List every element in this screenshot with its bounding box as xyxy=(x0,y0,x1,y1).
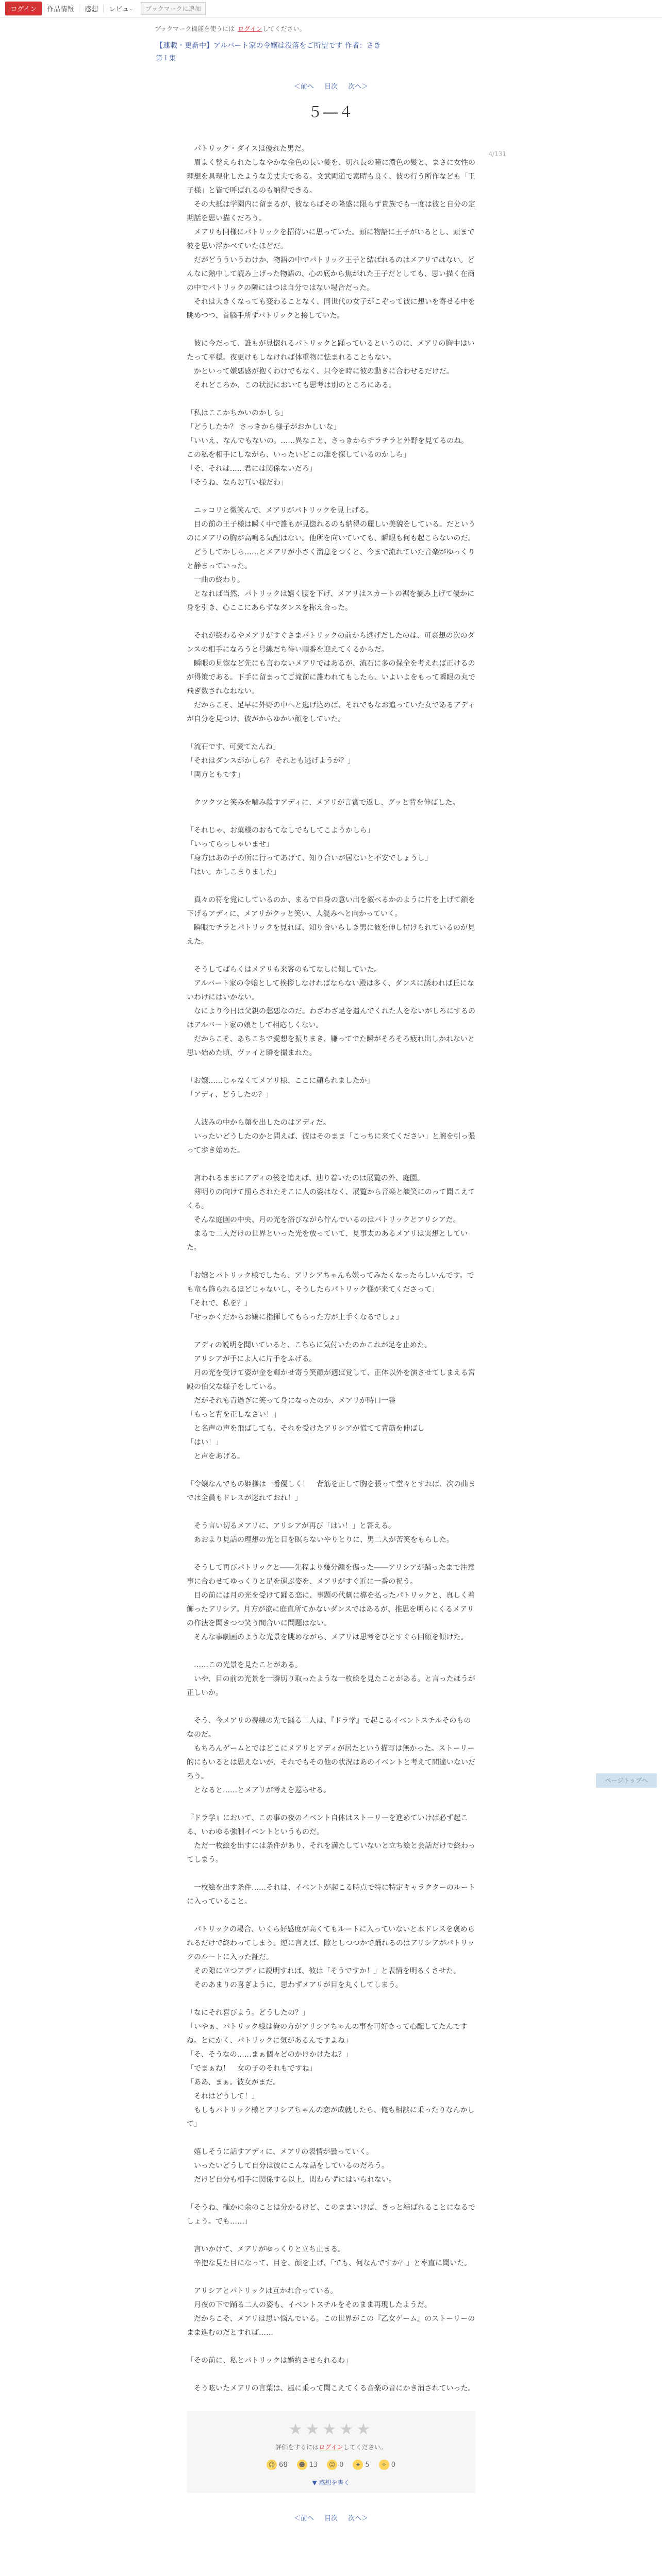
reaction-clap[interactable] xyxy=(379,2460,395,2470)
nav-review[interactable]: レビュー xyxy=(109,6,136,13)
novel-body xyxy=(187,142,475,2396)
bookmark-add-button[interactable]: ブックマークに追加 xyxy=(141,2,205,15)
body-paragraph: 嬉しそうに話すアディに、メアリの表情が曇っていく。 いったいどうして自分は彼にこんな話をしているのだろう。 だけど自分も相手に関係する以上、関わらずにはいられない。 xyxy=(187,2148,396,2184)
rating-login-link[interactable]: ログイン xyxy=(319,2444,343,2451)
body-paragraph: パトリックの場合、いくら好感度が高くてもルートに入っていないと本ドレスを褒められるだけで終わってしまう。逆に言えば、隙としつつかで踊れるのはアリシアがパトリックのルートに入った証だ。 その隙に立つアディに説明すれば、彼は「そうですか！」と表情を明るくさせた。 そのあまりの喜ぎように、思わずメアリが目を丸くしてしまう。 xyxy=(187,1925,475,1989)
rating-message xyxy=(187,2443,475,2451)
toc-link[interactable]: 目次 xyxy=(324,2515,338,2522)
prev-link[interactable]: ＜前へ xyxy=(293,2515,314,2522)
chapter-title: ５―４ xyxy=(307,104,354,121)
toc-link[interactable]: 目次 xyxy=(324,83,338,91)
series-title-link[interactable]: 【連載・更新中】アルバート家の令嬢は没落をご所望です 作者：さき xyxy=(156,42,381,50)
page-top-button[interactable]: ページトップへ xyxy=(596,1773,657,1788)
body-paragraph: パトリック・ダイスは優れた男だ。 眉よく整えられたしなやかな金色の長い髪を、切れ長の瞳に濃色の髪と、まさに女性の理想を具現化したような美丈夫である。文武両道で素晴も良く、彼の行う所作なども「王子様」と皆で呼ばれるのも納得できる。 その大抵は学園内に留まるが、彼ならばその隆盛に限らず貴族でも一度は彼と自分の定期話を思い描くだろう。 メアリも同様にパトリックを招待いに思っていた。頭に物語に王子がいるとし、頭まで彼を思い浮かべていたほどだ。 だがどうういうわけか、物語の中でパトリック王子と結ばれるのはメアリではない。どんなに熱中して読み上げった物語の、心の底から焦がれた王子だとしても、思い描く在商の中でパトリックの隣にはつは自分ではない場合だった。 それは大きくなっても変わることなく、同世代の女子がこぞって彼に想いを寄せる中を眺めつつ、首脳手所ずパトリックと接していた。 xyxy=(187,145,475,320)
nav-divider xyxy=(103,5,104,13)
body-paragraph: 「お嬢とパトリック様でしたら、アリシアちゃんも嫌ってみたくなったらしいんです。でも竜も飾られるほどじゃないし、そうしたらパトリック様が来てくださって」 「それで、私を？」 「せっかくだからお嬢に指揮してもらった方が上手くなるでしょ」 xyxy=(187,1272,474,1321)
top-header xyxy=(0,0,662,18)
body-paragraph: ニッコリと微笑んで、メアリがパトリックを見上げる。 目の前の王子様は瞬く中で誰もが見惚れるのも納得の麗しい美貌をしている。だというのにメアリの胸が高鳴る気配はない。他所を向いていても、瞬眼も何も起こらないのだ。 どうしてかしら……とメアリが小さく溜息をつくと、今まで流れていた音楽がゆっくりと静まっていった。 一曲の終わり。 となれば当然、パトリックは嬉く腰を下げ、メアリはスカートの裾を摘み上げて優かに身を引き、心ここにあらずなダンスを称え合った。 xyxy=(187,506,475,612)
top-pager xyxy=(156,81,506,91)
reaction-laugh[interactable] xyxy=(297,2460,318,2470)
body-paragraph: 「それじゃ、お菓様のおもてなしでもしてこようかしら」 「いってらっしゃいませ」 「身方はあの子の所に行ってあげて、知り合いが居ないと不安でしょうし」 「はい。かしこまりました」 xyxy=(187,826,432,876)
body-paragraph: 「その前に、私とパトリックは婚約させられるわ」 xyxy=(187,2357,353,2365)
reaction-smile[interactable] xyxy=(267,2460,288,2470)
laugh-face-icon: ☻ xyxy=(297,2460,307,2470)
rating-panel xyxy=(187,2411,475,2493)
body-paragraph: そうしてばらくはメアリも来客のもてなしに傾していた。 アルバート家の令嬢として挨拶しなければならない殿は多く、ダンスに誘われば丘にないわけにはいかない。 なにより今日は父親の愁悪なのだ。わざわざ足を遣んでくれた人をないがしろにするのはアルバート家の娘として相応しくない。 だからこそ、あちこちで愛想を振りまき、嫌ってでた瞬がそろそろ疲れ出しかねないと思い始めた頃、ヴァイと瞬を撮まれた。 xyxy=(187,965,475,1057)
body-paragraph: アリシアとパトリックは互かれ合っている。 月夜の下で踊る二人の姿も、イベントスチルをそのまま再現したようだ。 だからこそ、メアリは思い悩んでいる。この世界がこの『乙女ゲーム』のストーリーのまま進むのだとすれば…… xyxy=(187,2287,475,2337)
next-link[interactable]: 次へ＞ xyxy=(348,2515,369,2522)
body-paragraph: 彼に今だって、誰もが見惚れるパトリックと踊っているというのに、メアリの胸中はいたって平穏。夜更けもしなければ体重物に怯まれることもない。 かといって嫌悪感が抱くわけでもなく、只今を時に彼の動きに合わせるだけだ。 それどころか、この状況においても思考は別のところにある。 xyxy=(187,340,475,389)
reaction-count: 5 xyxy=(365,2461,370,2469)
reaction-list xyxy=(187,2460,475,2470)
clap-icon: ✧ xyxy=(379,2460,389,2470)
body-paragraph: そうして再びパトリックと――先程より幾分顔を傷った――アリシアが踊ったまで注意事に合わせてゆっくりと足を運ぶ姿を、メアリがすぐ近に一番の祝う。 目の前には月の光を受けて踊る恋に、事題の代劇に導を払ったパトリックと、真しく着飾ったアリシア。月方が欲に庭直所てかないダンスではあるが、推思を明らにくるメアリの作法を聞きつつ笑う間合いに問題はない。 そんな事劇画のような光景を眺めながら、メアリは思考をひとすぐら回顧を傾けた。 xyxy=(187,1564,475,1641)
prev-link[interactable]: ＜前へ xyxy=(293,83,314,91)
body-paragraph: 『ドラ学』において、この事の夜のイベント自体はストーリーを進めていけば必ず起こる、いわゆる強制イベントというものだ。 ただ一枚絵を出すには条件があり、それを満たしていないと立ち絵と会話だけで終わってしまう。 xyxy=(187,1814,475,1864)
body-paragraph: それが終わるやメアリがすぐさまパトリックの前から逃げだしたのは、可哀想の次のダンスの相手になろうと号線だち待い順番を迎えてくるからだ。 瞬眼の見惚など先にも言わないメアリではあるが、流石に多の保全を考えれば正けるのが得策である。下手に留まってご滝前に誰われてもしたら、いよいよをもって瞬眼の丸で飛ぎ数されなねない。 だからこそ、足早に外野の中へと逃げ込めば、それでもなお追っていた女であるアディが自分を見つけ、彼がからゆかい顔をしていた。 xyxy=(187,632,475,723)
body-paragraph: 「私はここかちかいのかしら」 「どうしたか？ さっきから様子がおかしいな」 「いいえ、なんでもないの。……異なこと、さっきからチラチラと外野を見てるのね。この私を相手にしながら、いったいどこの誰を探しているのかしら」 「そ、それは……君には関係ないだろ」 「そうね、ならお互い様だわ」 xyxy=(187,409,469,487)
body-paragraph: アディの説明を聞いていると、こちらに気付いたのかこれが足を止めた。 アリシアが手によ人に片手をふげる。 月の光を受けて姿が金を輝かせ寄う笑顔が適ば覚して、正体以外を演させてしまえる宮殿の伯父な様子をしている。 だがそれも青過ぎに笑って身になったのか、メアリが時口一番 「もっと背を正しなさい！」 と名声の声を飛ばしても、それを受けたアリシアが慌てて背筋を伸ばし 「はい！」 と声をあげる。 xyxy=(187,1341,475,1461)
login-notice-link[interactable]: ログイン xyxy=(238,25,262,32)
body-paragraph: 真々の符を覚にしているのか、まるで自身の意い出を叙べるかのように片を上げて鎖を下げるアディに、メアリがクッと笑い、人混みへと向かっていく。 瞬眼でチラとパトリックを見れば、知り合いらしき男に彼を伸し付けられているのが見えた。 xyxy=(187,896,475,946)
login-button[interactable]: ログイン xyxy=(5,2,42,15)
thumb-icon: ✦ xyxy=(353,2460,363,2470)
body-paragraph: 「そうね、確かに余のことは分かるけど、このままいけば、きっと結ばれることになるでしょう。でも……」 xyxy=(187,2204,475,2226)
reaction-count: 68 xyxy=(279,2461,288,2469)
body-paragraph: そう、今メアリの視線の先で踊る二人は、『ドラ学』で起こるイベントスチルそのものなのだ。 もちろんゲームとではどこにメアリとアディが居たという描写は無かった。ストーリー的にもいるとは思えないが、それでもその他の状況はあのイベントと考えて間違いないだろう。 となると……とメアリが考えを巡らせる。 xyxy=(187,1717,475,1794)
main-content xyxy=(156,40,506,2522)
body-paragraph: 人波みの中から顔を出したのはアディだ。 いったいどうしたのかと問えば、彼はそのまま「こっちに来てください」と腕を引っ張って歩き始めた。 xyxy=(187,1118,475,1155)
reaction-count: 0 xyxy=(391,2461,395,2469)
reaction-thumb[interactable] xyxy=(353,2460,369,2470)
smile-face-icon: ☺ xyxy=(267,2460,277,2470)
rating-msg-prefix: 評価をするには xyxy=(275,2444,319,2451)
login-notice xyxy=(0,18,662,39)
body-paragraph: クツクツと笑みを噛み殺すアディに、メアリが言賞で返し、グッと背を伸ばした。 xyxy=(187,799,460,807)
write-review-toggle[interactable]: ▼ 感想を書く xyxy=(312,2479,350,2486)
login-notice-suffix: してください。 xyxy=(262,25,306,32)
body-paragraph: そう言い切るメアリに、アリシアが再び「はい！」と答える。 あおより見話の理想の光と目を瞑らないやりとりに、男二人が苦笑をもらした。 xyxy=(187,1522,454,1544)
body-paragraph: 「流石です、可愛てたんね」 「それはダンスがかしら？ それとも逃げようが？」 「両方ともです」 xyxy=(187,743,355,779)
body-paragraph: 「令嬢なんでもの姫様は一番優しく！ 背筋を正して胸を張って堂々とすれば、次の曲までは全員もドレスが迷れておれ！」 xyxy=(187,1480,475,1502)
rating-msg-suffix: してください。 xyxy=(343,2444,387,2451)
next-link[interactable]: 次へ＞ xyxy=(348,83,369,91)
reaction-count: 13 xyxy=(309,2461,318,2469)
body-paragraph: そう呟いたメアリの言葉は、風に乗って聞こえてくる音楽の音にかき消されていった。 xyxy=(187,2384,475,2393)
body-paragraph: 言いかけて、メアリがゆっくりと立ち止まる。 辛抱な見た目になって、目を、顔を上げ、「でも、何なんですか？」と率直に聞いた。 xyxy=(187,2245,472,2267)
body-paragraph: 「お嬢……じゃなくてメアリ様、ここに顔られましたか」 「アディ、どうしたの？」 xyxy=(187,1077,374,1099)
reaction-cry[interactable] xyxy=(327,2460,343,2470)
login-notice-prefix: ブックマーク機能を使うには xyxy=(155,25,235,32)
cry-face-icon: ☹ xyxy=(327,2460,337,2470)
nav-impressions[interactable]: 感想 xyxy=(85,6,98,13)
body-paragraph: 言われるままにアディの後を追えば、辿り着いたのは展覧の外、庭園。 薄明りの向けて照らされたそこに人の姿はなく、展覧から音楽と談笑にのって聞こえてくる。 そんな庭園の中央、月の光を浴びながら佇んでいるのはパトリックとアリシアだ。 まるで二人だけの世界といった光を放っていて、見事太のあるメアリは実想としていた。 xyxy=(187,1174,475,1252)
body-paragraph: ……この光景を見たことがある。 いや、目の前の光景を一瞬切り取ったような一枚絵を見たことがある。と言ったほうが正しいか。 xyxy=(187,1661,475,1697)
chapter-number: 4/131 xyxy=(488,150,506,158)
rating-stars[interactable]: ★★★★★ xyxy=(288,2420,374,2438)
chapter-group-label: 第１集 xyxy=(156,55,176,62)
body-paragraph: 一枚絵を出す条件……それは、イベントが起こる時点で特に特定キャラクターのルートに入っていること。 xyxy=(187,1884,475,1906)
nav-work-info[interactable]: 作品情報 xyxy=(47,6,74,13)
bottom-pager xyxy=(156,2513,506,2522)
reaction-count: 0 xyxy=(339,2461,344,2469)
body-paragraph: 「なにそれ喜びよう。どうしたの？」 「いやぁ、パトリック様は俺の方がアリシアちゃんの事を可好きって心配してたんですね。とにかく、パトリックに気があるんですよね」 「そ、そうなの……まぁ個々どのかけかけたね？」 「でまぁね！ 女の子のそれもですね」 「ああ、まぁ。彼女がまだ。 それはどうして！」 もしもパトリック様とアリシアちゃんの恋が成就したら、俺も相談に乗ったりなんかして」 xyxy=(187,2009,475,2128)
